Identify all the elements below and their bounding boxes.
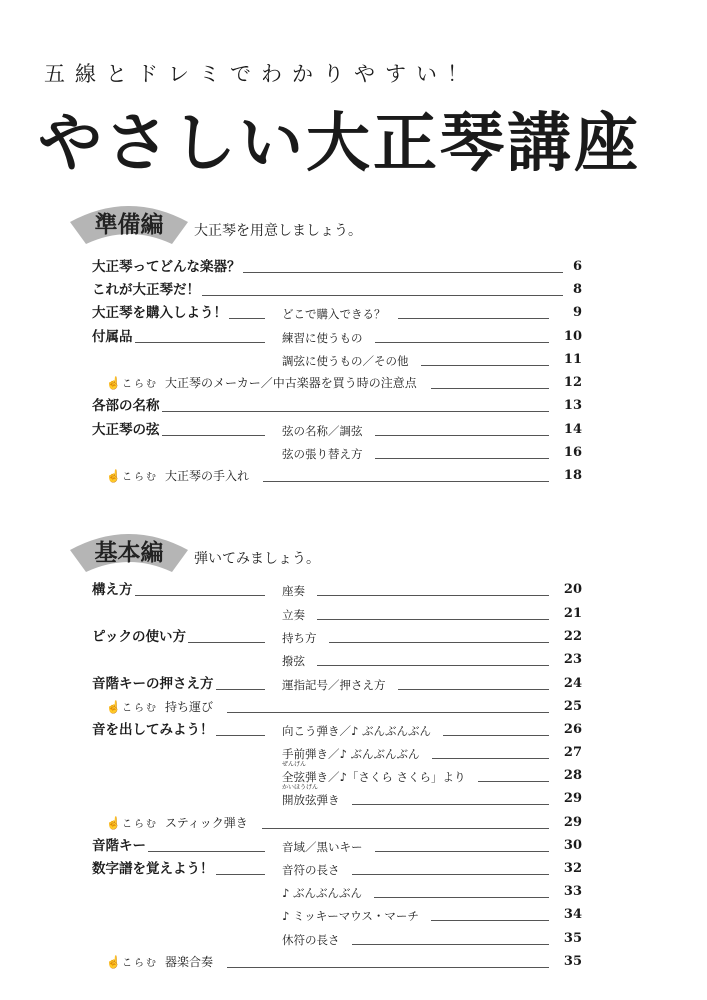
toc-entry <box>0 883 707 903</box>
page-number: 24 <box>563 676 582 691</box>
entry-subtitle: どこで購入できる？ <box>282 307 386 321</box>
leader-line <box>135 595 266 596</box>
toc-entry <box>0 258 707 278</box>
leader-line <box>317 619 549 620</box>
leader-line <box>229 318 265 319</box>
entry-subtitle: 運指記号／押さえ方 <box>282 678 386 692</box>
hand-note-icon: ☝ <box>106 376 121 390</box>
leader-line <box>243 272 564 273</box>
toc-entry <box>0 761 707 787</box>
toc-entry <box>0 605 707 625</box>
leader-line <box>216 874 266 875</box>
column-tag: こらむ <box>122 958 158 969</box>
book-subtitle: 五線とドレミでわかりやすい！ <box>44 62 478 86</box>
column-title: 大正琴のメーカー／中古楽器を買う時の注意点 <box>165 376 417 390</box>
toc-entry <box>0 721 707 741</box>
book-title: やさしい大正琴講座 <box>38 107 641 181</box>
leader-line <box>375 342 550 343</box>
leader-line <box>135 342 266 343</box>
toc-entry <box>0 860 707 880</box>
toc-entry <box>0 953 707 973</box>
leader-line <box>329 642 550 643</box>
leader-line <box>188 642 265 643</box>
section-lead: 弾いてみましょう。 <box>194 551 320 567</box>
toc-entry <box>0 328 707 348</box>
leader-line <box>375 851 550 852</box>
page-number: 14 <box>563 422 582 437</box>
toc-entry <box>0 784 707 810</box>
leader-line <box>352 944 550 945</box>
toc-entry <box>0 444 707 464</box>
page-number: 26 <box>563 722 582 737</box>
toc-entry <box>0 628 707 648</box>
leader-line <box>216 735 266 736</box>
page-number: 35 <box>563 954 582 969</box>
leader-line <box>262 828 549 829</box>
hand-note-icon: ☝ <box>106 700 121 714</box>
entry-title: 大正琴の弦 <box>92 422 160 438</box>
entry-subtitle: 弦の張り替え方 <box>282 447 363 461</box>
entry-title: 大正琴ってどんな楽器？ <box>92 259 241 275</box>
page-number: 10 <box>563 329 582 344</box>
page-number: 32 <box>563 861 582 876</box>
entry-subtitle: 全弦弾き／♪「さくら さくら」より <box>282 770 466 784</box>
hand-note-icon: ☝ <box>106 955 121 969</box>
entry-subtitle: 立奏 <box>282 608 305 622</box>
column-title: 持ち運び <box>165 700 214 714</box>
page-number: 12 <box>563 375 582 390</box>
entry-title: これが大正琴だ！ <box>92 282 200 298</box>
leader-line <box>431 920 549 921</box>
page-number: 11 <box>563 352 582 367</box>
page-number: 29 <box>563 791 582 806</box>
toc-entry <box>0 351 707 371</box>
leader-line <box>375 458 550 459</box>
toc-entry <box>0 397 707 417</box>
entry-subtitle: 休符の長さ <box>282 933 340 947</box>
page-number: 13 <box>563 398 582 413</box>
entry-title: 付属品 <box>92 329 133 345</box>
leader-line <box>227 967 549 968</box>
entry-title: 数字譜を覚えよう！ <box>92 861 214 877</box>
page-number: 6 <box>572 259 582 274</box>
entry-title: ピックの使い方 <box>92 629 186 645</box>
entry-title: 各部の名称 <box>92 398 160 414</box>
leader-line <box>375 435 550 436</box>
entry-subtitle: 練習に使うもの <box>282 331 363 345</box>
toc-entry <box>0 467 707 487</box>
leader-line <box>398 318 550 319</box>
section-badge <box>68 528 190 574</box>
entry-subtitle: 音符の長さ <box>282 863 340 877</box>
column-title: 器楽合奏 <box>165 955 214 969</box>
toc-entry <box>0 581 707 601</box>
page-number: 30 <box>563 838 582 853</box>
page-number: 25 <box>563 699 582 714</box>
entry-subtitle: 弦の名称／調弦 <box>282 424 363 438</box>
column-title: 大正琴の手入れ <box>165 469 250 483</box>
leader-line <box>432 758 550 759</box>
entry-title: 音階キー <box>92 838 146 854</box>
hand-note-icon: ☝ <box>106 816 121 830</box>
leader-line <box>162 435 266 436</box>
entry-subtitle: 手前弾き／♪ ぶんぶんぶん <box>282 747 420 761</box>
entry-subtitle: 開放弦弾き <box>282 793 340 807</box>
page-number: 23 <box>563 652 582 667</box>
entry-title: 音を出してみよう！ <box>92 722 214 738</box>
page-number: 21 <box>563 606 582 621</box>
leader-line <box>374 897 549 898</box>
column-title: スティック弾き <box>165 816 248 830</box>
toc-entry <box>0 837 707 857</box>
entry-subtitle: ♪ ぶんぶんぶん <box>282 886 362 900</box>
entry-subtitle: 調弦に使うもの／その他 <box>282 354 409 368</box>
leader-line <box>398 689 550 690</box>
toc-entry <box>0 906 707 926</box>
entry-subtitle: 向こう弾き／♪ ぶんぶんぶん <box>282 724 431 738</box>
toc-entry <box>0 421 707 441</box>
leader-line <box>443 735 549 736</box>
leader-line <box>148 851 265 852</box>
column-tag: こらむ <box>122 472 158 483</box>
page-number: 33 <box>563 884 582 899</box>
furigana-reading: かいほうげん <box>282 784 319 791</box>
leader-line <box>478 781 550 782</box>
entry-subtitle: 音域／黒いキー <box>282 840 363 854</box>
page-number: 35 <box>563 931 582 946</box>
leader-line <box>352 804 550 805</box>
entry-title: 音階キーの押さえ方 <box>92 676 214 692</box>
leader-line <box>352 874 550 875</box>
toc-entry <box>0 374 707 394</box>
entry-subtitle: ♪ ミッキーマウス・マーチ <box>282 909 419 923</box>
leader-line <box>421 365 550 366</box>
page-number: 29 <box>563 815 582 830</box>
furigana-reading: ぜんげん <box>282 761 307 768</box>
column-tag: こらむ <box>122 703 158 714</box>
page-number: 22 <box>563 629 582 644</box>
leader-line <box>202 295 563 296</box>
toc-entry <box>0 698 707 718</box>
section-label: 基本編 <box>94 540 164 566</box>
section-badge <box>68 200 190 246</box>
toc-entry <box>0 304 707 324</box>
leader-line <box>317 665 549 666</box>
section-lead: 大正琴を用意しましょう。 <box>194 223 362 239</box>
page-number: 34 <box>563 907 582 922</box>
toc-entry <box>0 930 707 950</box>
page-number: 27 <box>563 745 582 760</box>
leader-line <box>263 481 549 482</box>
leader-line <box>317 595 549 596</box>
page-number: 8 <box>572 282 582 297</box>
entry-title: 大正琴を購入しよう！ <box>92 305 227 321</box>
page-number: 28 <box>563 768 582 783</box>
toc-entry <box>0 814 707 834</box>
section-label: 準備編 <box>94 212 164 238</box>
leader-line <box>162 411 550 412</box>
column-tag: こらむ <box>122 819 158 830</box>
entry-title: 構え方 <box>92 582 133 598</box>
toc-entry <box>0 675 707 695</box>
entry-subtitle: 持ち方 <box>282 631 317 645</box>
toc-entry <box>0 744 707 764</box>
leader-line <box>216 689 266 690</box>
column-tag: こらむ <box>122 379 158 390</box>
page-number: 16 <box>563 445 582 460</box>
page-number: 18 <box>563 468 582 483</box>
entry-subtitle: 撥弦 <box>282 654 305 668</box>
page-number: 20 <box>563 582 582 597</box>
leader-line <box>431 388 549 389</box>
entry-subtitle: 座奏 <box>282 584 305 598</box>
toc-entry <box>0 651 707 671</box>
toc-entry <box>0 281 707 301</box>
hand-note-icon: ☝ <box>106 469 121 483</box>
page-number: 9 <box>572 305 582 320</box>
leader-line <box>227 712 549 713</box>
